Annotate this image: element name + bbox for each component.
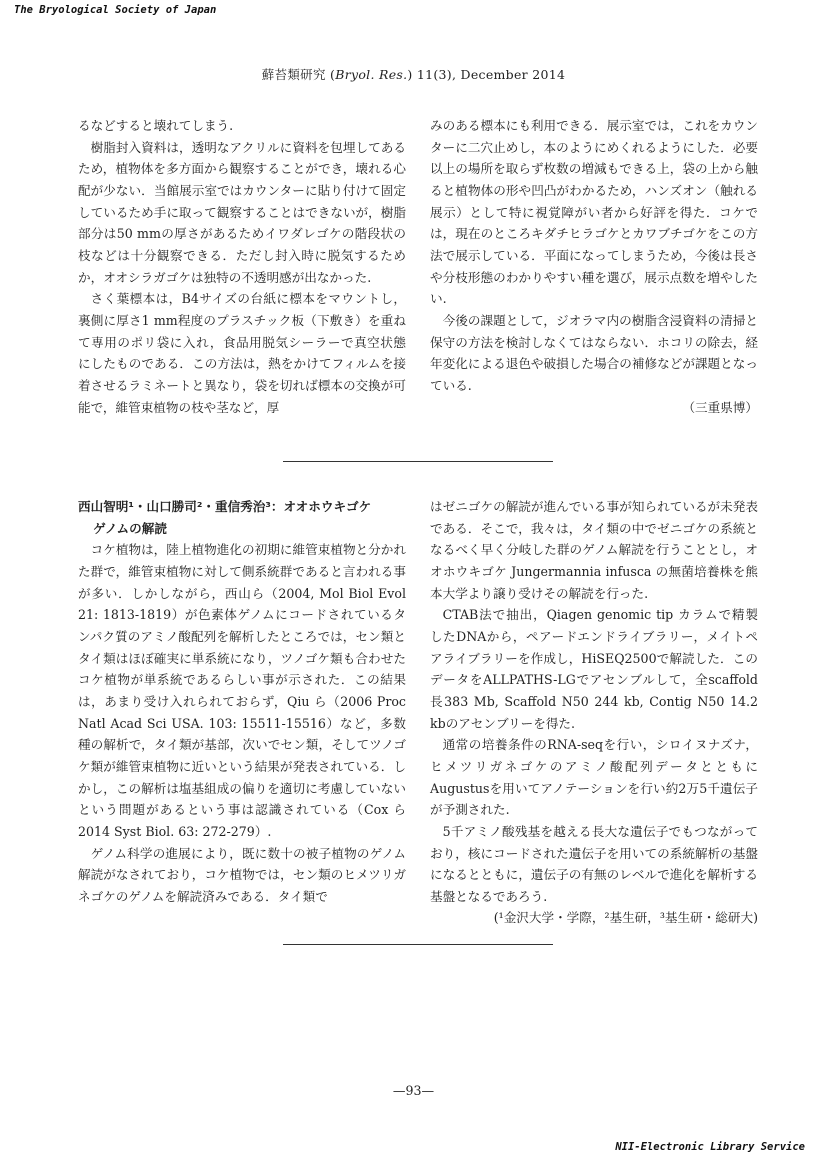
running-header-journal: Bryol. Res.	[335, 67, 408, 82]
article1-paragraph: さく葉標本は，B4サイズの台紙に標本をマウントし，裏側に厚さ1 mm程度のプラスチック板（下敷き）を重ねて専用のポリ袋に入れ，食品用脱気シーラーで真空状態にしたものである．この方法は，熱をかけてフィルムを接着させるラミネートと異なり，袋を切れば標本の交換が可能で，維管束植物の枝や茎など，厚	[78, 291, 406, 415]
article1-affiliation: （三重県博）	[682, 399, 758, 415]
article2-paragraph: コケ植物は，陸上植物進化の初期に維管束植物と分かれた群で，維管束植物に対して側系統群であると言われる事が多い．しかしながら，西山ら（2004, Mol Biol Evol 21: 1813-1819）が色素体ゲノムにコードされているタンパク質のアミノ酸配列を解析したところでは，セン類とタイ類はほぼ確実に単系統になり，ツノゴケ類も合わせたコケ植物が単系統であるらしい事が示された．この結果は，あまり受け入れられておらず，Qiu ら（2006 Proc Natl Acad Sci USA. 103: 15511-15516）など，多数種の解析で，タイ類が基部，次いでセン類，そしてツノゴケ類が維管束植物に近いという結果が発表されている．しかし，この解析は塩基組成の偏りを適切に考慮していないという問題があるという事は認識されている（Cox ら 2014 Syst Biol. 63: 272-279）.	[78, 542, 406, 839]
article2-left-column	[78, 496, 406, 907]
article1-paragraph: 今後の課題として，ジオラマ内の樹脂含浸資料の清掃と保守の方法を検討しなくてはならない．ホコリの除去，経年変化による退色や破損した場合の補修などが課題となっている.	[430, 312, 758, 393]
article1-left-column	[78, 115, 406, 418]
article1-paragraph: 樹脂封入資料は，透明なアクリルに資料を包埋してあるため，植物体を多方面から観察することができ，壊れる心配が少ない．当館展示室ではカウンターに貼り付けて固定しているため手に取って観察することはできないが，樹脂部分は50 mmの厚さがあるためイワダレゴケの階段状の枝などは十分観察できる．ただし封入時に脱気するためか，オオシラガゴケは独特の不透明感が出なかった.	[78, 139, 406, 285]
page-number: —93—	[392, 1083, 435, 1098]
running-header-suffix: ) 11(3), December 2014	[407, 67, 566, 82]
article2-paragraph: 通常の培養条件のRNA-seqを行い，シロイヌナズナ，ヒメツリガネゴケのアミノ酸配列データとともにAugustusを用いてアノテーションを行い約2万5千遺伝子が予測された.	[430, 737, 758, 818]
section-divider	[283, 461, 553, 462]
running-header	[0, 65, 827, 83]
article2-title	[78, 496, 406, 539]
running-header-prefix: 蘚苔類研究 (	[261, 67, 336, 82]
article2-title-line1: 西山智明¹・山口勝司²・重信秀治³：オオホウキゴケ	[78, 499, 372, 514]
article2-title-line2: ゲノムの解読	[93, 520, 167, 536]
section-divider	[283, 944, 553, 945]
service-watermark: NII-Electronic Library Service	[615, 1141, 805, 1153]
article2-paragraph: CTAB法で抽出，Qiagen genomic tip カラムで精製したDNAから，ペアードエンドライブラリー，メイトペアライブラリーを作成し，HiSEQ2500で解読した．このデータをALLPATHS-LGでアセンブルして，全scaffold長383 Mb, Scaffold N50 244 kb, Contig N50 14.2 kbのアセンブリーを得た.	[430, 607, 758, 731]
article1-paragraph: るなどすると壊れてしまう.	[78, 118, 234, 133]
article2-affiliation: (¹金沢大学・学際，²基生研，³基生研・総研大)	[493, 910, 758, 926]
article1-paragraph: みのある標本にも利用できる．展示室では，これをカウンターに二穴止めし，本のようにめくれるようにした．必要以上の場所を取らず枚数の増減もできる上，袋の上から触ると植物体の形や凹凸がわかるため，ハンズオン（触れる展示）として特に視覚障がい者から好評を得た．コケでは，現在のところキダチヒラゴケとカワブチゴケをこの方法で展示している．平面になってしまうため，今後は長さや分枝形態のわかりやすい種を選び，展示点数を増やしたい.	[430, 118, 758, 307]
article2-paragraph: 5千アミノ酸残基を越える長大な遺伝子でもつながっており，核にコードされた遺伝子を用いての系統解析の基盤になるとともに，遺伝子の有無のレベルで進化を解析する基盤となるであろう.	[430, 823, 758, 904]
publisher-watermark: The Bryological Society of Japan	[14, 4, 217, 16]
article2-right-column	[430, 496, 758, 929]
article2-paragraph: ゲノム科学の進展により，既に数十の被子植物のゲノム解読がなされており，コケ植物では，セン類のヒメツリガネゴケのゲノムを解読済みである．タイ類で	[78, 845, 406, 904]
article1-right-column	[430, 115, 758, 418]
article2-paragraph: はゼニゴケの解読が進んでいる事が知られているが未発表である．そこで，我々は，タイ類の中でゼニゴケの系統となるべく早く分岐した群のゲノム解読を行うこととし，オオホウキゴケ Jungermannia infusca の無菌培養株を熊本大学より譲り受けその解読を行った.	[430, 499, 758, 601]
